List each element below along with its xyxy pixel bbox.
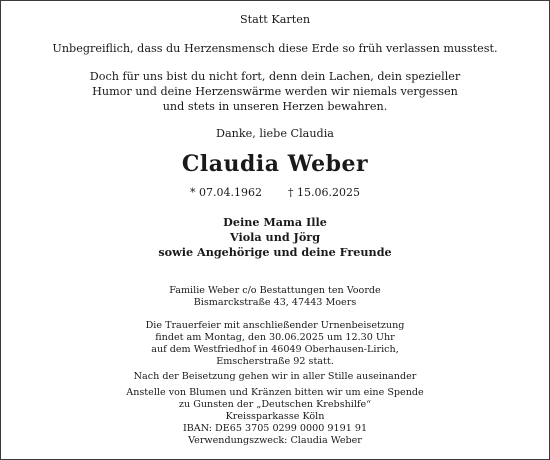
contact-line-1: Familie Weber c/o Bestattungen ten Voorde [169,285,381,296]
mourner-line-2: Viola und Jörg [229,230,321,244]
deceased-name: Claudia Weber [181,151,369,177]
header-statt-karten: Statt Karten [239,13,311,26]
burial-note: Nach der Beisetzung gehen wir in aller Stille auseinander [133,371,417,382]
life-dates [0,186,550,200]
donation-line-4: IBAN: DE65 3705 0299 0000 9191 91 [182,423,368,434]
opening-line: Unbegreiflich, dass du Herzensmensch diese Erde so früh verlassen musstest. [52,42,498,55]
verse-line-2: Humor und deine Herzenswärme werden wir niemals vergessen [92,85,458,98]
thanks-line: Danke, liebe Claudia [216,127,334,140]
ceremony-line-2: findet am Montag, den 30.06.2025 um 12.30 Uhr [155,332,395,343]
ceremony-line-4: Emscherstraße 92 statt. [216,356,334,367]
donation-line-3: Kreissparkasse Köln [225,411,325,422]
verse-line-3: und stets in unseren Herzen bewahren. [162,100,388,113]
verse-line-1: Doch für uns bist du nicht fort, denn dein Lachen, dein spezieller [89,70,461,83]
donation-line-1: Anstelle von Blumen und Kränzen bitten wir um eine Spende [126,387,424,398]
ceremony-line-1: Die Trauerfeier mit anschließender Urnenbeisetzung [145,320,405,331]
contact-line-2: Bismarckstraße 43, 47443 Moers [193,297,357,308]
donation-line-2: zu Gunsten der „Deutschen Krebshilfe“ [178,399,372,410]
donation-line-5: Verwendungszweck: Claudia Weber [188,435,362,446]
mourner-line-1: Deine Mama Ille [223,215,327,229]
birth-date: * 07.04.1962 [190,186,262,199]
ceremony-line-3: auf dem Westfriedhof in 46049 Oberhausen-Lirich, [151,344,399,355]
mourner-line-3: sowie Angehörige und deine Freunde [158,245,392,259]
death-date: † 15.06.2025 [288,186,360,199]
